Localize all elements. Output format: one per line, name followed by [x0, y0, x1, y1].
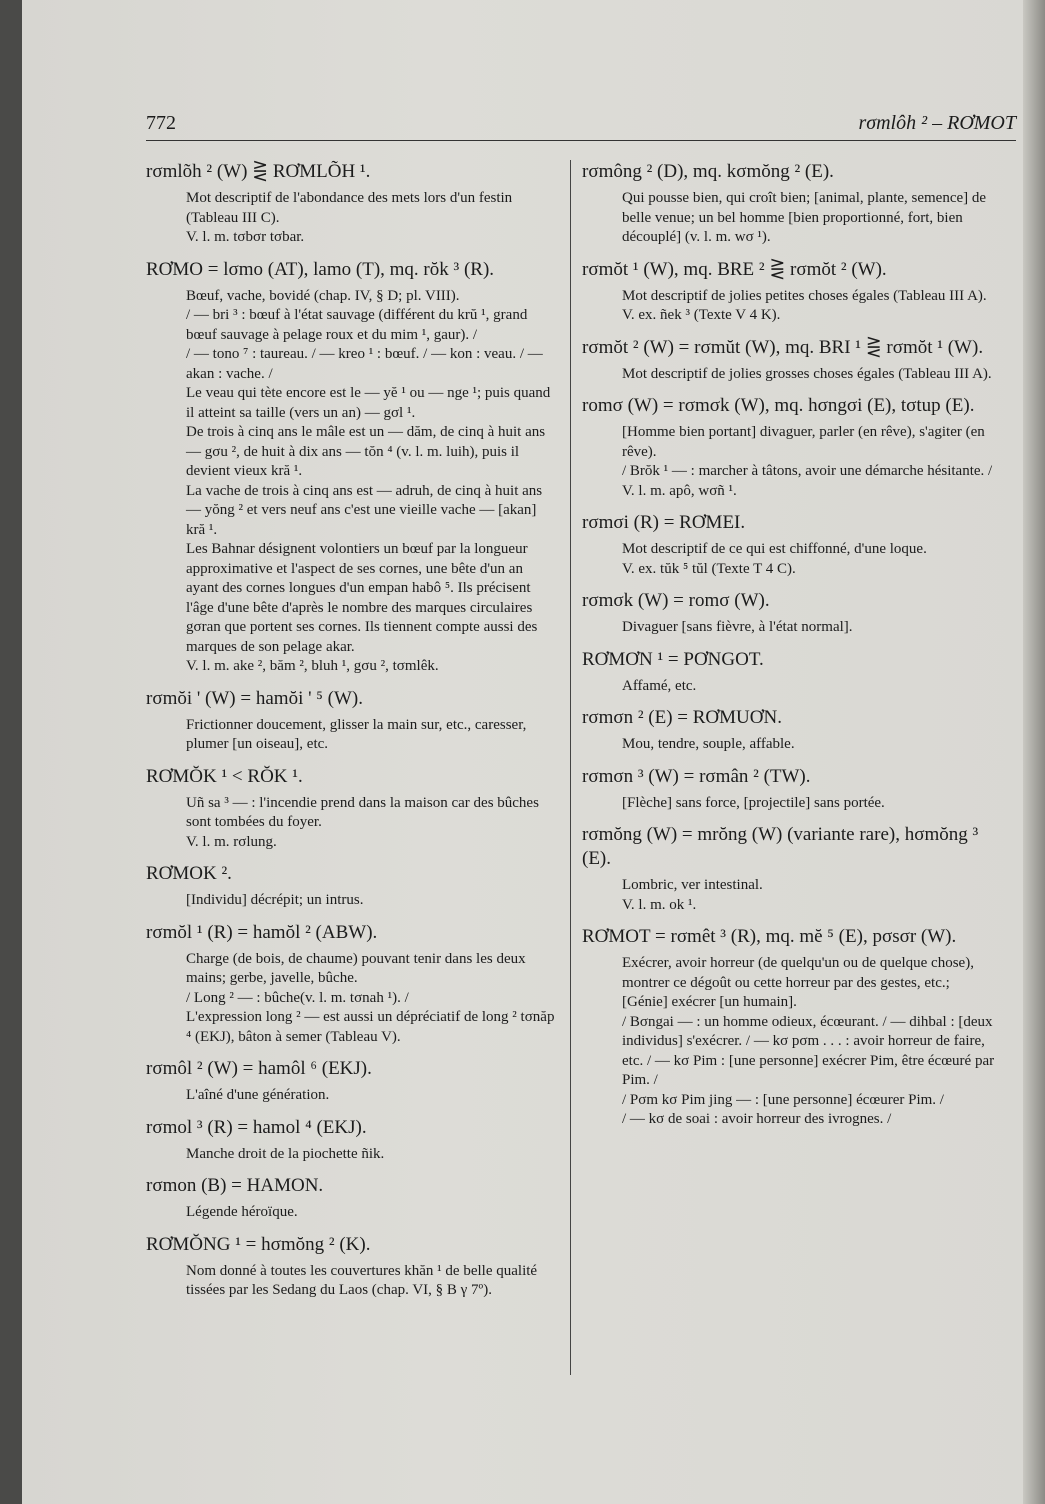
- entry-definition: [582, 794, 1000, 814]
- entry-definition: [146, 1262, 556, 1301]
- dictionary-entry: [582, 589, 1000, 638]
- entry-definition: [582, 677, 1000, 697]
- entry-headword: rσmŏi ' (W) = hamŏi ' ⁵ (W).: [146, 687, 363, 709]
- definition-line: V. l. m. ake ², băm ², bluh ¹, gσu ², tσmlêk.: [186, 658, 439, 674]
- definition-line: Uñ sa ³ — : l'incendie prend dans la maison car des bûches sont tombées du foyer.: [186, 794, 539, 830]
- dictionary-entry: [146, 160, 556, 248]
- definition-line: Le veau qui tète encore est le — yĕ ¹ ou — nge ¹; puis quand il atteint sa taille (vers un an) — gσl ¹.: [186, 385, 551, 421]
- entry-definition: [146, 716, 556, 755]
- definition-line: Mou, tendre, souple, affable.: [622, 736, 795, 752]
- page-header: [146, 112, 1016, 142]
- entry-headword: RƠMŎNG ¹ = hσmŏng ² (K).: [146, 1233, 371, 1255]
- entry-headword: rσmŏt ¹ (W), mq. BRE ² ⋛ rσmŏt ² (W).: [582, 258, 887, 280]
- definition-line: Les Bahnar désignent volontiers un bœuf par la longueur approximative et l'aspect de ses cornes, une bête d'un an ayant des cornes longues d'un empan habô ⁵. Ils précisent l'âge d'une bête d'après le nombre des marques circulaires gσran que portent ses cornes. Ils tiennent compte aussi des marques de son pelage akar.: [186, 541, 538, 655]
- definition-line: Exécrer, avoir horreur (de quelqu'un ou de quelque chose), montrer ce dégoût ou cette horreur par des gestes, etc.;: [622, 955, 974, 991]
- definition-line: La vache de trois à cinq ans est — adruh, de cinq à huit ans — yŏng ² et vers neuf ans c'est une vieille vache — [akan] kră ¹.: [186, 482, 543, 538]
- entry-definition: [146, 189, 556, 248]
- definition-line: [Homme bien portant] divaguer, parler (en rêve), s'agiter (en rêve).: [622, 424, 985, 460]
- definition-line: Manche droit de la piochette ñik.: [186, 1145, 385, 1162]
- dictionary-entry: [582, 160, 1000, 248]
- entry-definition: [146, 1203, 556, 1223]
- dictionary-entry: [146, 687, 556, 755]
- dictionary-entry: [146, 1057, 556, 1106]
- definition-line: / Bσngai — : un homme odieux, écœurant. / — dihbal : [deux individus] s'exécrer. / — kσ pσm . . . : avoir horreur de faire, etc. / — kσ Pim : [une personne] exécrer Pim, être écœuré par Pim. /: [622, 1013, 995, 1088]
- entry-headword: RƠMƠN ¹ = PƠNGOT.: [582, 648, 764, 670]
- entry-definition: [146, 891, 556, 911]
- dictionary-page: [22, 0, 1045, 1504]
- entry-headword: rσmŏt ² (W) = rσmŭt (W), mq. BRI ¹ ⋛ rσmŏt ¹ (W).: [582, 336, 984, 358]
- dictionary-entry: [146, 862, 556, 911]
- definition-line: V. ex. ñek ³ (Texte V 4 K).: [622, 307, 781, 323]
- entry-headword: rσmŏl ¹ (R) = hamŏl ² (ABW).: [146, 921, 378, 943]
- entry-definition: [146, 950, 556, 1048]
- entry-headword: rσmσk (W) = romσ (W).: [582, 590, 770, 611]
- entry-headword: rσmσn ³ (W) = rσmân ² (TW).: [582, 765, 811, 787]
- dictionary-entry: [582, 336, 1000, 385]
- entry-definition: [582, 189, 1000, 248]
- dictionary-entry: [146, 765, 556, 853]
- entry-definition: [146, 794, 556, 853]
- dictionary-entry: [582, 765, 1000, 814]
- entry-headword: rσmon (B) = HAMON.: [146, 1175, 324, 1196]
- dictionary-entry: [582, 258, 1000, 326]
- dictionary-entry: [582, 394, 1000, 501]
- entry-headword: RƠMO = lσmo (AT), lamo (T), mq. rŏk ³ (R).: [146, 258, 495, 280]
- definition-line: Divaguer [sans fièvre, à l'état normal].: [622, 619, 853, 635]
- definition-line: Lombric, ver intestinal.: [622, 877, 763, 893]
- definition-line: V. l. m. tσbσr tσbar.: [186, 229, 305, 245]
- entry-definition: [582, 423, 1000, 501]
- header-rule: [146, 140, 1016, 141]
- definition-line: Qui pousse bien, qui croît bien; [animal, plante, semence] de belle venue; un bel homme [bien proportionné, fort, bien découplé] (v. l. m. wσ ¹).: [622, 190, 987, 245]
- entry-definition: [146, 1145, 556, 1165]
- dictionary-entry: [146, 258, 556, 677]
- definition-line: Mot descriptif de jolies petites choses égales (Tableau III A).: [622, 287, 987, 304]
- definition-line: Charge (de bois, de chaume) pouvant tenir dans les deux mains; gerbe, javelle, bûche.: [186, 950, 526, 986]
- entry-headword: rσmŏng (W) = mrŏng (W) (variante rare), hσmŏng ³ (E).: [582, 824, 979, 869]
- entry-definition: [582, 876, 1000, 915]
- definition-line: Affamé, etc.: [622, 677, 697, 694]
- dictionary-entry: [582, 706, 1000, 755]
- dictionary-entry: [582, 648, 1000, 697]
- definition-line: / Brŏk ¹ — : marcher à tâtons, avoir une démarche hésitante. /: [622, 463, 993, 479]
- page-number: 772: [146, 112, 176, 134]
- dictionary-entry: [146, 921, 556, 1048]
- definition-line: Frictionner doucement, glisser la main sur, etc., caresser, plumer [un oiseau], etc.: [186, 716, 527, 752]
- definition-line: L'expression long ² — est aussi un dépréciatif de long ² tσnăp ⁴ (EKJ), bâton à semer (Tableau V).: [186, 1009, 555, 1045]
- entry-headword: rσmσn ² (E) = RƠMUƠN.: [582, 707, 782, 728]
- definition-line: / — kσ de soai : avoir horreur des ivrognes. /: [622, 1111, 892, 1127]
- entry-definition: [582, 954, 1000, 1130]
- left-column: [146, 160, 556, 1311]
- entry-definition: [582, 540, 1000, 579]
- definition-line: V. l. m. ok ¹.: [622, 896, 697, 913]
- entry-headword: romσ (W) = rσmσk (W), mq. hσngσi (E), tσtup (E).: [582, 395, 975, 416]
- definition-line: V. l. m. apô, wσñ ¹.: [622, 482, 737, 499]
- entry-headword: rσmlõh ² (W) ⋛ RƠMLÕH ¹.: [146, 161, 371, 182]
- entry-definition: [582, 287, 1000, 326]
- definition-line: / Pσm kσ Pim jing — : [une personne] écœurer Pim. /: [622, 1091, 944, 1108]
- dictionary-entry: [582, 925, 1000, 1130]
- definition-line: [Individu] décrépit; un intrus.: [186, 892, 364, 908]
- definition-line: V. ex. tŭk ⁵ tŭl (Texte T 4 C).: [622, 560, 796, 577]
- dictionary-entry: [582, 823, 1000, 915]
- definition-line: L'aîné d'une génération.: [186, 1087, 330, 1103]
- definition-line: De trois à cinq ans le mâle est un — dăm, de cinq à huit ans — gσu ², de huit à dix ans — tŏn ⁴ (v. l. m. luih), puis il devient vieux kră ¹.: [186, 424, 546, 479]
- dictionary-entry: [582, 511, 1000, 579]
- running-head: rσmlôh ² – RƠMOT: [858, 112, 1016, 134]
- definition-line: / — bri ³ : bœuf à l'état sauvage (différent du krŭ ¹, grand bœuf sauvage à pelage roux et du mim ¹, gaur). /: [186, 307, 528, 343]
- entry-headword: rσmσi (R) = RƠMEI.: [582, 512, 746, 533]
- definition-line: / — tono ⁷ : taureau. / — kreo ¹ : bœuf. / — kon : veau. / — akan : vache. /: [186, 346, 543, 382]
- entry-headword: rσmôl ² (W) = hamôl ⁶ (EKJ).: [146, 1058, 372, 1079]
- dictionary-entry: [146, 1174, 556, 1223]
- dictionary-entry: [146, 1116, 556, 1165]
- column-divider: [570, 160, 571, 1375]
- definition-line: V. l. m. rσlung.: [186, 833, 277, 850]
- definition-line: Légende héroïque.: [186, 1204, 298, 1220]
- definition-line: Nom donné à toutes les couvertures khăn ¹ de belle qualité tissées par les Sedang du Laos (chap. VI, § B γ 7º).: [186, 1262, 538, 1298]
- entry-headword: rσmông ² (D), mq. kσmŏng ² (E).: [582, 161, 834, 182]
- entry-headword: RƠMOT = rσmêt ³ (R), mq. mĕ ⁵ (E), pσsσr (W).: [582, 926, 957, 947]
- definition-line: [Flèche] sans force, [projectile] sans portée.: [622, 794, 885, 811]
- definition-line: Mot descriptif de ce qui est chiffonné, d'une loque.: [622, 541, 927, 557]
- right-column: [582, 160, 1000, 1140]
- entry-definition: [146, 1086, 556, 1106]
- definition-line: Bœuf, vache, bovidé (chap. IV, § D; pl. VIII).: [186, 287, 460, 304]
- definition-line: [Génie] exécrer [un humain].: [622, 994, 797, 1010]
- entry-headword: rσmol ³ (R) = hamol ⁴ (EKJ).: [146, 1116, 367, 1138]
- definition-line: / Long ² — : bûche(v. l. m. tσnah ¹). /: [186, 989, 409, 1006]
- entry-definition: [582, 735, 1000, 755]
- definition-line: Mot descriptif de l'abondance des mets lors d'un festin (Tableau III C).: [186, 190, 513, 226]
- entry-headword: RƠMŎK ¹ < RŎK ¹.: [146, 765, 303, 787]
- entry-headword: RƠMOK ².: [146, 863, 232, 884]
- entry-definition: [582, 365, 1000, 385]
- definition-line: Mot descriptif de jolies grosses choses égales (Tableau III A).: [622, 365, 992, 382]
- entry-definition: [582, 618, 1000, 638]
- dictionary-entry: [146, 1233, 556, 1301]
- page-edge: [1023, 0, 1045, 1504]
- entry-definition: [146, 287, 556, 677]
